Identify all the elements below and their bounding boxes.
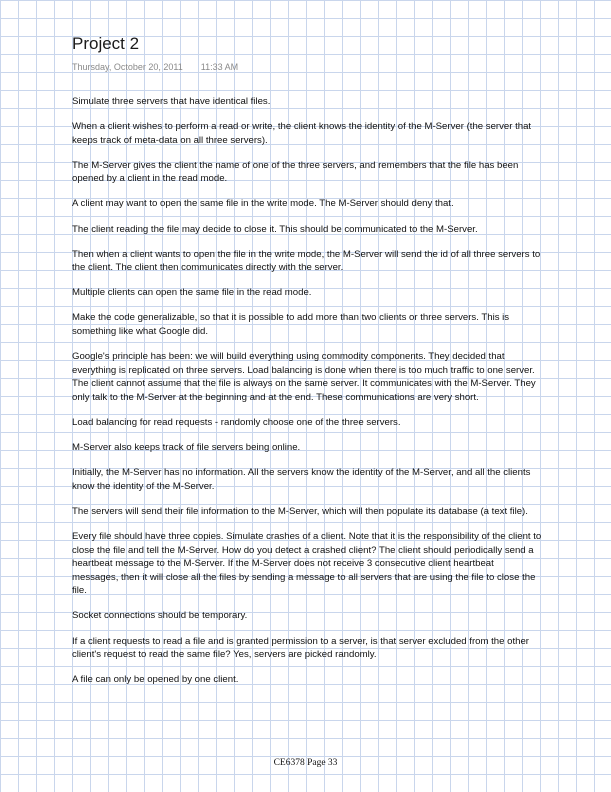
note-paragraph: Load balancing for read requests - randomly choose one of the three servers.	[72, 417, 401, 428]
note-paragraph: Simulate three servers that have identical files.	[72, 96, 271, 107]
note-paragraph: Every file should have three copies. Simulate crashes of a client. Note that it is the responsibility of the client to close the file and tell the M-Server. How do you detect a crashed client? The client should periodically send a heartbeat message to the M-Server. If the M-Server does not receive 3 consecutive client heartbeat messages, then it will close all the files by sending a message to all servers that are using the file to close the file.	[72, 530, 542, 597]
note-paragraph: The client reading the file may decide to close it. This should be communicated to the M-Server.	[72, 223, 478, 235]
note-paragraph: If a client requests to read a file and is granted permission to a server, is that server excluded from the other client's request to read the same file? Yes, servers are picked randomly.	[72, 635, 530, 661]
note-paragraph: When a client wishes to perform a read or write, the client knows the identity of the M-Server (the server that keeps track of meta-data on all three servers).	[72, 121, 532, 146]
page-title: Project 2	[72, 34, 140, 53]
page-timestamp	[72, 62, 238, 72]
note-paragraph: A file can only be opened by one client.	[72, 674, 239, 686]
note-paragraph: Then when a client wants to open the file in the write mode, the M-Server will send the id of all three servers to the client. The client then communicates directly with the server.	[72, 248, 541, 274]
note-body	[72, 95, 542, 698]
note-paragraph: M-Server also keeps track of file servers being online.	[72, 442, 301, 454]
note-paragraph: Initially, the M-Server has no information. All the servers know the identity of the M-Server, and all the clients know the identity of the M-Server.	[72, 467, 531, 492]
note-paragraph: Google's principle has been: we will build everything using commodity components. They decided that everything is replicated on three servers. Load balancing is done when there is too much traffic to one server. The client cannot assume that the file is always on the same server. It communicates with the M-Server. They only talk to the M-Server at the beginning and at the end. These communications are very short.	[72, 351, 536, 403]
page-footer: CE6378 Page 33	[273, 758, 338, 768]
note-paragraph: Socket connections should be temporary.	[72, 610, 248, 622]
page-date: Thursday, October 20, 2011	[72, 62, 183, 72]
note-paragraph: Make the code generalizable, so that it is possible to add more than two clients or three servers. This is something like what Google did.	[72, 312, 510, 338]
page-time: 11:33 AM	[200, 62, 239, 72]
note-paragraph: The servers will send their file information to the M-Server, which will then populate its database (a text file).	[72, 505, 528, 517]
note-paragraph: The M-Server gives the client the name of one of the three servers, and remembers that the file has been opened by a client in the read mode.	[72, 159, 519, 185]
note-paragraph: A client may want to open the same file in the write mode. The M-Server should deny that.	[72, 198, 454, 210]
note-paragraph: Multiple clients can open the same file in the read mode.	[72, 287, 312, 299]
